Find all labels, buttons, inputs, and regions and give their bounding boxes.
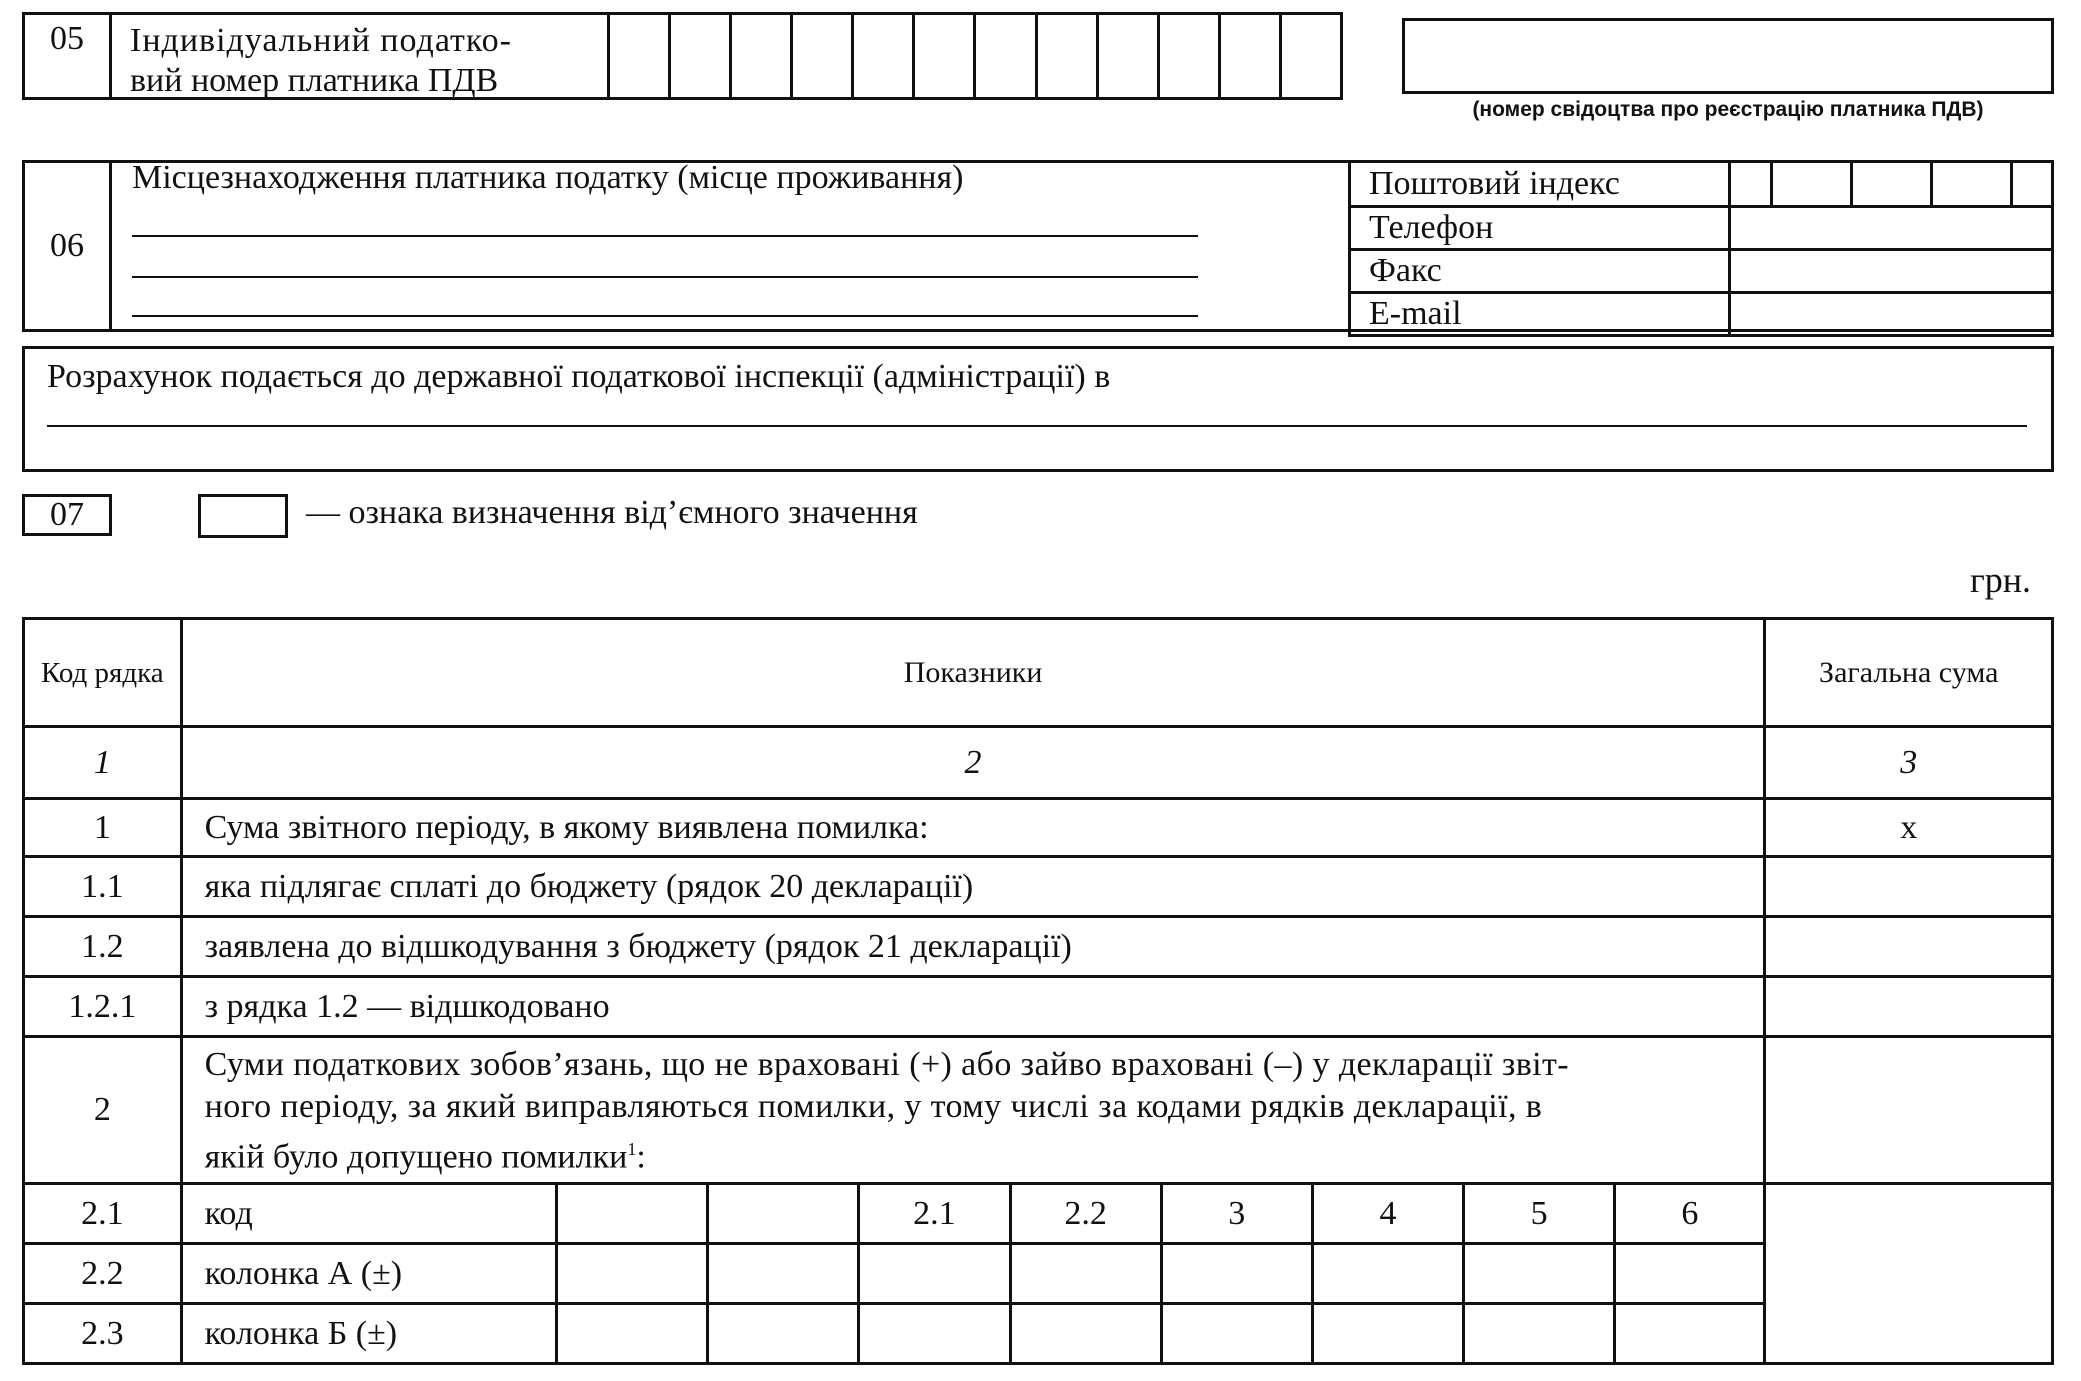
value-cell[interactable] (1312, 1304, 1463, 1364)
row-label: колонка Б (±) (181, 1304, 556, 1364)
row-2-text-line3-wrap (205, 1128, 1742, 1178)
row-2-text (181, 1037, 1765, 1184)
field-07-code-text: 07 (50, 496, 84, 533)
field-05-label-line2: вий номер платника ПДВ (130, 62, 499, 99)
row-text: з рядка 1.2 — відшкодовано (181, 977, 1765, 1037)
postal-digit-box[interactable] (1851, 163, 1931, 205)
email-field[interactable] (1730, 293, 2053, 336)
code-cell[interactable] (556, 1184, 707, 1244)
postal-digit-box[interactable] (1731, 163, 1771, 205)
row-code: 1 (24, 799, 182, 857)
table-row (24, 1037, 2053, 1184)
value-cell[interactable] (708, 1244, 859, 1304)
header-code: Код рядка (24, 619, 182, 727)
fax-label: Факс (1350, 250, 1730, 293)
row-code: 2.1 (24, 1184, 182, 1244)
table-row (24, 917, 2053, 977)
column-number-row (24, 727, 2053, 799)
row-code: 2.2 (24, 1244, 182, 1304)
row-label: колонка А (±) (181, 1244, 556, 1304)
row-text: Сума звітного періоду, в якому виявлена помилка: (181, 799, 1765, 857)
row-code: 2 (24, 1037, 182, 1184)
table-row (24, 1304, 2053, 1364)
vat-digit-box[interactable] (609, 14, 670, 99)
value-cell[interactable] (708, 1304, 859, 1364)
row-2-text-line1: Суми податкових зобов’язань, що не враховані (+) або зайво враховані (–) у декларації звіт- (204, 1046, 1569, 1083)
postal-index-label: Поштовий індекс (1350, 162, 1730, 207)
column-number: 3 (1765, 727, 2053, 799)
row-label: код (181, 1184, 556, 1244)
value-cell[interactable] (859, 1304, 1010, 1364)
submission-line[interactable] (47, 425, 2027, 427)
code-cell[interactable]: 2.2 (1010, 1184, 1161, 1244)
value-cell[interactable] (859, 1244, 1010, 1304)
vat-number-boxes (607, 12, 1343, 100)
value-cell[interactable] (1010, 1304, 1161, 1364)
value-cell[interactable] (1010, 1244, 1161, 1304)
row-code: 1.2.1 (24, 977, 182, 1037)
row-2-footnote: 1 (627, 1139, 637, 1159)
value-cell[interactable] (1161, 1244, 1312, 1304)
value-cell[interactable] (1161, 1304, 1312, 1364)
row-total-field[interactable] (1765, 977, 2053, 1037)
code-cell[interactable]: 3 (1161, 1184, 1312, 1244)
code-cell[interactable]: 2.1 (859, 1184, 1010, 1244)
vat-digit-box[interactable] (792, 14, 853, 99)
value-cell[interactable] (1464, 1304, 1615, 1364)
row-total: х (1765, 799, 2053, 857)
code-cell[interactable]: 6 (1615, 1184, 1765, 1244)
contact-grid (1348, 160, 2054, 332)
address-line-2[interactable] (132, 276, 1198, 278)
vat-certificate-number-field[interactable] (1402, 18, 2054, 94)
header-indicators: Показники (181, 619, 1765, 727)
code-cell[interactable]: 5 (1464, 1184, 1615, 1244)
header-total: Загальна сума (1765, 619, 2053, 727)
table-row (24, 1184, 2053, 1244)
table-row (24, 857, 2053, 917)
submission-text: Розрахунок подається до державної податкової інспекції (адміністрації) в (47, 358, 1111, 395)
vat-certificate-caption: (номер свідоцтва про реєстрацію платника ПДВ) (1472, 98, 1984, 121)
row-text: яка підлягає сплаті до бюджету (рядок 20 декларації) (181, 857, 1765, 917)
vat-digit-box[interactable] (1280, 14, 1341, 99)
row-code: 1.1 (24, 857, 182, 917)
vat-digit-box[interactable] (914, 14, 975, 99)
table-row (24, 977, 2053, 1037)
currency-unit: грн. (1970, 560, 2032, 600)
column-number: 2 (181, 727, 1765, 799)
vat-digit-box[interactable] (731, 14, 792, 99)
value-cell[interactable] (556, 1244, 707, 1304)
value-cell[interactable] (556, 1304, 707, 1364)
postal-digit-box[interactable] (1771, 163, 1851, 205)
fax-field[interactable] (1730, 250, 2053, 293)
field-06-code (22, 160, 112, 332)
row-text: заявлена до відшкодування з бюджету (рядок 21 декларації) (181, 917, 1765, 977)
vat-digit-box[interactable] (1097, 14, 1158, 99)
column-number: 1 (24, 727, 182, 799)
value-cell[interactable] (1615, 1244, 1765, 1304)
negative-sign-box[interactable] (198, 494, 288, 538)
field-05-code-text: 05 (50, 20, 84, 57)
row-total-field[interactable] (1765, 1037, 2053, 1184)
field-05-label (112, 12, 610, 100)
vat-digit-box[interactable] (670, 14, 731, 99)
code-cell[interactable] (708, 1184, 859, 1244)
row-2-text-line3: якій було допущено помилки (204, 1138, 628, 1176)
value-cell[interactable] (1464, 1244, 1615, 1304)
vat-digit-box[interactable] (1036, 14, 1097, 99)
row-total-field[interactable] (1765, 1184, 2053, 1364)
main-table (22, 617, 2054, 1361)
address-label: Місцезнаходження платника податку (місце проживання) (132, 159, 964, 196)
field-06-code-text: 06 (50, 227, 84, 264)
postal-digit-box[interactable] (2011, 163, 2051, 205)
row-code: 1.2 (24, 917, 182, 977)
phone-label: Телефон (1350, 207, 1730, 250)
email-label: E-mail (1350, 293, 1730, 336)
table-row (24, 1244, 2053, 1304)
field-05-label-line1: Індивідуальний податко- (130, 22, 513, 59)
table-header-row (24, 619, 2053, 727)
vat-digit-box[interactable] (853, 14, 914, 99)
value-cell[interactable] (1312, 1244, 1463, 1304)
row-2-text-end: : (636, 1138, 646, 1176)
row-total-field[interactable] (1765, 857, 2053, 917)
field-07-code (22, 494, 112, 536)
row-total-field[interactable] (1765, 917, 2053, 977)
row-2-text-line2: ного періоду, за який виправляються помилки, у тому числі за кодами рядків декларації, в (204, 1088, 1543, 1125)
address-line-1[interactable] (132, 235, 1198, 237)
postal-index-boxes (1730, 162, 2053, 207)
field-05-code (22, 12, 112, 100)
postal-digit-box[interactable] (1931, 163, 2011, 205)
submission-box (22, 346, 2054, 472)
address-line-3[interactable] (132, 315, 1198, 317)
vat-digit-box[interactable] (1158, 14, 1219, 99)
code-cell[interactable]: 4 (1312, 1184, 1463, 1244)
phone-field[interactable] (1730, 207, 2053, 250)
vat-digit-box[interactable] (1219, 14, 1280, 99)
negative-sign-label: — ознака визначення від’ємного значення (306, 494, 918, 531)
row-code: 2.3 (24, 1304, 182, 1364)
value-cell[interactable] (1615, 1304, 1765, 1364)
vat-digit-box[interactable] (975, 14, 1036, 99)
table-row (24, 799, 2053, 857)
